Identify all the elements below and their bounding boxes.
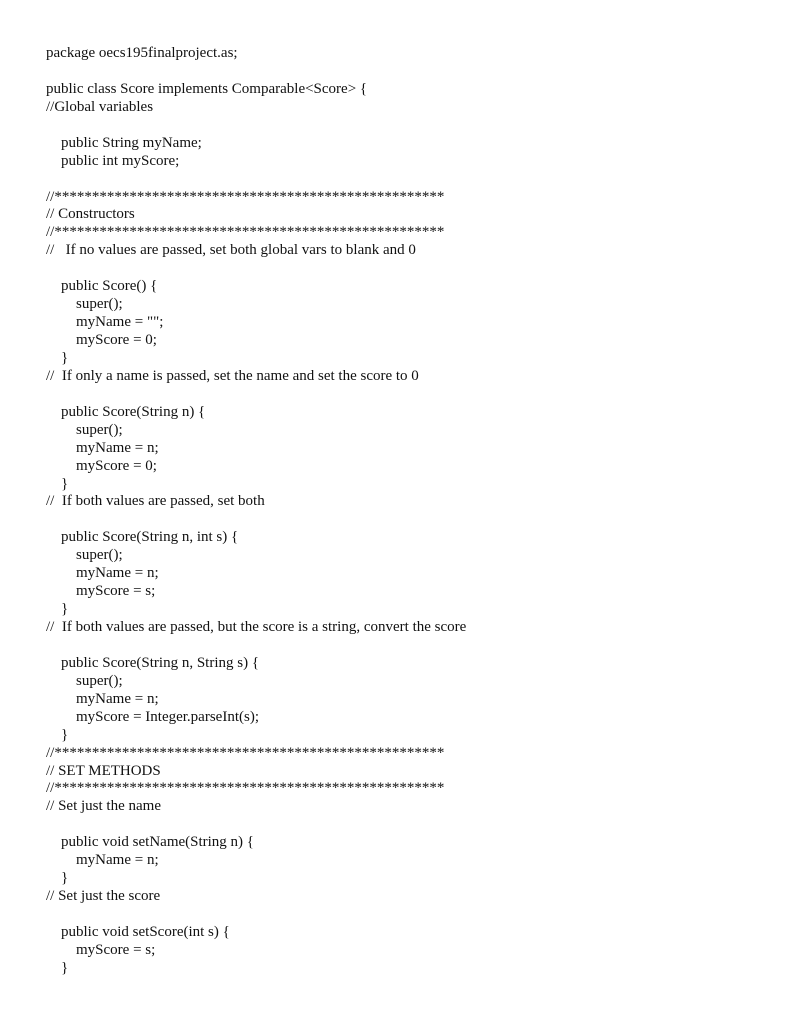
code-line: myName = n; bbox=[46, 439, 159, 456]
code-line: myScore = s; bbox=[46, 583, 156, 600]
code-listing bbox=[46, 45, 466, 978]
code-line: // Set just the score bbox=[46, 888, 161, 905]
code-line: myScore = 0; bbox=[46, 332, 157, 348]
code-line: } bbox=[46, 959, 69, 976]
code-line: myScore = Integer.parseInt(s); bbox=[46, 708, 259, 725]
code-line: } bbox=[46, 726, 69, 743]
code-line bbox=[46, 171, 466, 189]
code-line: //**************************************************** bbox=[46, 744, 445, 761]
code-line: } bbox=[46, 349, 69, 366]
code-line: super(); bbox=[46, 296, 123, 313]
code-line bbox=[46, 511, 466, 529]
code-line: myScore = s; bbox=[46, 941, 156, 958]
code-line: //**************************************************** bbox=[46, 780, 445, 797]
code-line: package oecs195finalproject.as; bbox=[46, 45, 238, 61]
code-line: super(); bbox=[46, 547, 123, 564]
code-line: public class Score implements Comparable<Score> { bbox=[46, 80, 368, 97]
code-line: //**************************************************** bbox=[46, 188, 445, 205]
code-line bbox=[46, 906, 466, 924]
code-line: myName = n; bbox=[46, 852, 159, 869]
code-line: // SET METHODS bbox=[46, 762, 161, 779]
code-line: public void setScore(int s) { bbox=[46, 923, 230, 940]
code-line: myName = ""; bbox=[46, 314, 164, 331]
code-line: //Global variables bbox=[46, 98, 154, 115]
code-line: public int myScore; bbox=[46, 152, 180, 169]
code-line: } bbox=[46, 870, 69, 887]
code-line: public String myName; bbox=[46, 134, 202, 151]
code-line: // Set just the name bbox=[46, 798, 161, 815]
code-line: // If both values are passed, set both bbox=[46, 493, 265, 510]
code-line: public void setName(String n) { bbox=[46, 834, 255, 851]
code-line: public Score(String n, String s) { bbox=[46, 654, 260, 671]
code-line: // If only a name is passed, set the name and set the score to 0 bbox=[46, 367, 419, 384]
code-line: public Score(String n) { bbox=[46, 403, 206, 420]
code-line: // If both values are passed, but the score is a string, convert the score bbox=[46, 619, 467, 635]
code-line: //**************************************************** bbox=[46, 224, 445, 241]
code-line: // Constructors bbox=[46, 206, 135, 223]
code-line: public Score() { bbox=[46, 278, 158, 295]
code-line: myName = n; bbox=[46, 690, 159, 707]
code-line bbox=[46, 386, 466, 404]
code-line: super(); bbox=[46, 672, 123, 689]
code-line: public Score(String n, int s) { bbox=[46, 529, 239, 546]
code-line bbox=[46, 816, 466, 834]
code-line: myScore = 0; bbox=[46, 457, 157, 474]
code-line: myName = n; bbox=[46, 565, 159, 582]
code-line: } bbox=[46, 601, 69, 618]
code-line bbox=[46, 63, 466, 81]
code-line: // If no values are passed, set both global vars to blank and 0 bbox=[46, 242, 416, 259]
code-line bbox=[46, 260, 466, 278]
code-line: super(); bbox=[46, 421, 123, 438]
code-line bbox=[46, 637, 466, 655]
code-line: } bbox=[46, 475, 69, 492]
code-line bbox=[46, 117, 466, 135]
